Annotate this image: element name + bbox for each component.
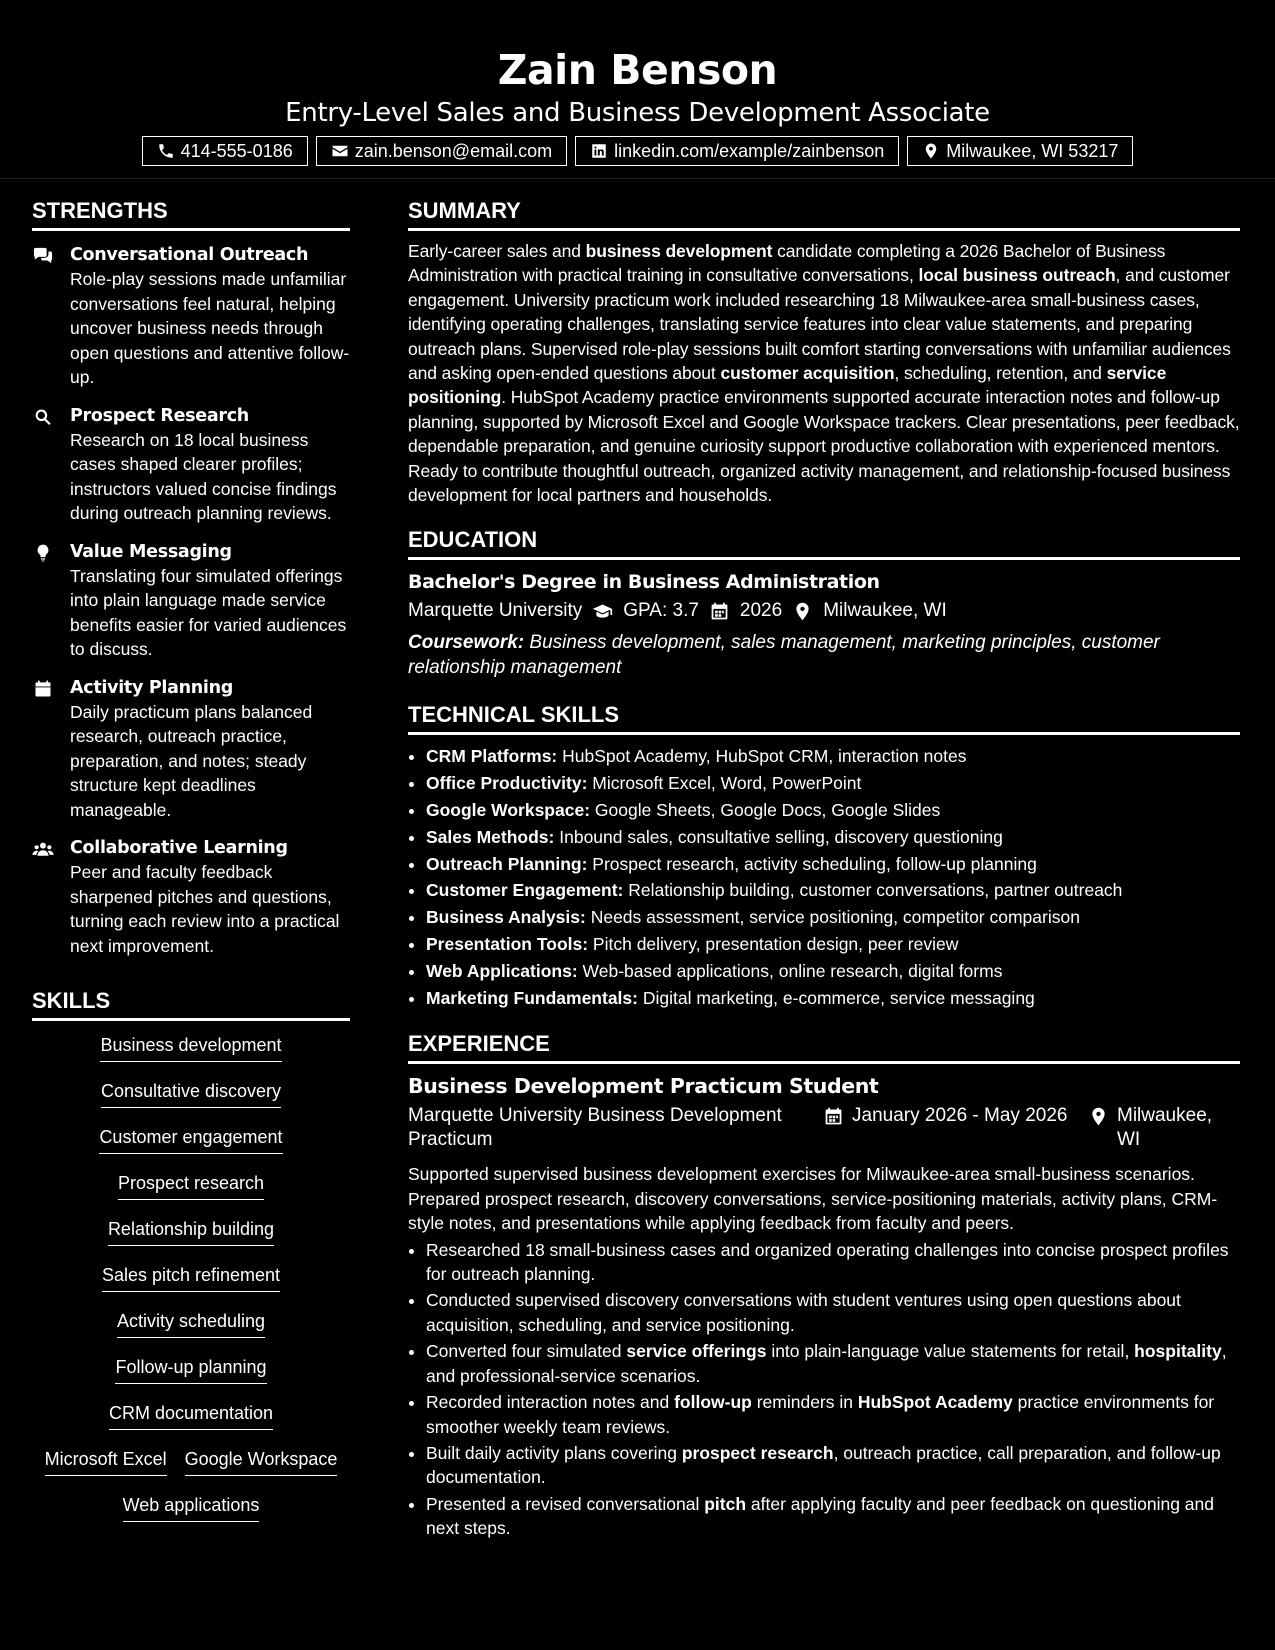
strength-desc: Daily practicum plans balanced research, outreach practice, preparation, and notes; steady structure kept deadlines manageable. (70, 701, 313, 820)
strength-item (32, 243, 350, 390)
skill-category: Google Workspace: (426, 800, 591, 821)
linkedin-text: linkedin.com/example/zainbenson (614, 140, 885, 161)
job-organization: Marquette University Business Development Practicum (408, 1105, 782, 1151)
skill-category: Business Analysis: (426, 907, 586, 928)
skill-values: Relationship building, customer conversations, partner outreach (623, 880, 1123, 901)
search-icon (32, 407, 54, 427)
users-icon (32, 839, 54, 859)
coursework (408, 631, 1240, 680)
bullet-text: , and professional-service scenarios. (426, 1341, 1227, 1386)
gpa: GPA: 3.7 (623, 600, 699, 622)
bullet-keyword: hospitality (1134, 1341, 1222, 1362)
contact-linkedin[interactable] (575, 136, 899, 166)
contact-phone[interactable] (142, 136, 308, 166)
skill-values: Microsoft Excel, Word, PowerPoint (587, 773, 862, 794)
linkedin-icon (590, 142, 608, 160)
map-pin-icon (792, 601, 813, 622)
coursework-list: Business development, sales management, marketing principles, customer relationship management (408, 632, 1160, 678)
job-location-text: Milwaukee, WI (1117, 1105, 1213, 1151)
skill-category: Marketing Fundamentals: (426, 987, 638, 1008)
bullet-text: Conducted supervised discovery conversations with student ventures using open questions about acquisition, scheduling, and service positioning. (426, 1290, 1181, 1335)
list-item (426, 1288, 1240, 1337)
education-section (408, 525, 1240, 680)
right-column (408, 196, 1240, 1543)
lightbulb-icon (32, 543, 54, 563)
degree-title: Bachelor's Degree in Business Administration (408, 571, 880, 594)
skill-tag: Customer engagement (99, 1125, 282, 1154)
bullet-text: Researched 18 small-business cases and organized operating challenges into concise prospect profiles for outreach planning. (426, 1239, 1229, 1285)
list-item (426, 824, 1240, 851)
list-item (426, 985, 1240, 1012)
summary-keyword: customer acquisition (720, 363, 895, 384)
strength-title: Collaborative Learning (70, 838, 288, 858)
calendar-icon (709, 601, 730, 622)
skill-tag: Prospect research (118, 1171, 264, 1200)
summary-keyword: business development (585, 241, 773, 261)
skill-tag: Web applications (123, 1493, 260, 1522)
bullet-text: after applying faculty and peer feedback on questioning and next steps. (426, 1493, 1215, 1539)
strength-desc: Peer and faculty feedback sharpened pitches and questions, turning each review into a practical next improvement. (70, 862, 340, 956)
email-text: zain.benson@email.com (354, 140, 553, 161)
list-item (426, 770, 1240, 797)
left-column (32, 196, 350, 1539)
technical-skills-heading: TECHNICAL SKILLS (408, 700, 1240, 735)
technical-skills-list (408, 743, 1240, 1011)
calendar-icon (823, 1106, 844, 1127)
education-heading: EDUCATION (408, 525, 1240, 560)
skill-tag: Follow-up planning (115, 1355, 266, 1384)
list-item (426, 904, 1240, 931)
job-dates (823, 1104, 1088, 1152)
school-location: Milwaukee, WI (823, 600, 947, 622)
skill-category: Office Productivity: (426, 773, 588, 794)
summary-heading: SUMMARY (408, 196, 1240, 231)
education-meta (408, 597, 1240, 625)
skill-values: Web-based applications, online research, digital forms (577, 960, 1003, 981)
bullet-text: Recorded interaction notes and (426, 1392, 675, 1413)
bullet-text: practice environments for smoother weekly team reviews. (426, 1392, 1215, 1437)
skill-values: Digital marketing, e-commerce, service messaging (637, 987, 1035, 1008)
summary-part: , and customer engagement. University practicum work included researching 18 Milwaukee-area small-business cases, identifying operating challenges, translating service features into clear value statements, and preparing outreach plans. Supervised role-play sessions built comfort starting conversations with unfamiliar audiences and asking open-ended questions about (408, 265, 1231, 384)
map-pin-icon (1088, 1106, 1109, 1127)
strength-item (32, 404, 350, 526)
skill-tags (32, 1033, 350, 1539)
phone-icon (157, 142, 175, 160)
strength-title: Conversational Outreach (70, 245, 309, 265)
job-title: Business Development Practicum Student (408, 1074, 879, 1099)
strength-item (32, 676, 350, 823)
skill-values: Inbound sales, consultative selling, discovery questioning (554, 826, 1003, 847)
summary-text (408, 239, 1240, 507)
experience-bullets (408, 1238, 1240, 1541)
strength-title: Activity Planning (70, 677, 233, 698)
list-item (426, 1238, 1240, 1287)
summary-keyword: local business outreach (918, 265, 1116, 286)
bullet-text: reminders in (751, 1392, 858, 1413)
bullet-keyword: service offerings (626, 1341, 767, 1362)
strength-desc: Research on 18 local business cases shaped clearer profiles; instructors valued concise findings during outreach planning reviews. (70, 429, 337, 523)
technical-skills-section (408, 700, 1240, 1011)
list-item (426, 1339, 1240, 1388)
summary-keyword: service positioning (408, 363, 1167, 408)
list-item (426, 743, 1240, 770)
chat-bubbles-icon (32, 246, 54, 266)
strength-desc: Translating four simulated offerings into plain language made service benefits easier for varied audiences to discuss. (70, 565, 347, 659)
strength-title: Prospect Research (70, 405, 249, 426)
school-name: Marquette University (408, 600, 583, 622)
job-summary: Supported supervised business development exercises for Milwaukee-area small-business scenarios. Prepared prospect research, discovery conversations, service-positioning materials, activity plans, CRM-style notes, and presentations while applying feedback from faculty and peers. (408, 1164, 1218, 1234)
strength-title: Value Messaging (70, 541, 232, 562)
skill-tag: Microsoft Excel (45, 1447, 167, 1476)
experience-section (408, 1029, 1240, 1540)
bullet-keyword: prospect research (681, 1442, 834, 1463)
bullet-text: , outreach practice, call preparation, and follow-up documentation. (426, 1442, 1221, 1488)
skill-category: CRM Platforms: (426, 746, 558, 767)
bullet-keyword: pitch (704, 1493, 747, 1514)
list-item (426, 851, 1240, 878)
skill-tag: Activity scheduling (117, 1309, 265, 1338)
summary-part: , scheduling, retention, and (894, 363, 1107, 384)
bullet-text: into plain-language value statements for retail, (766, 1341, 1135, 1362)
skills-section (32, 986, 350, 1539)
strengths-heading: STRENGTHS (32, 196, 350, 231)
envelope-icon (331, 142, 349, 160)
location-text: Milwaukee, WI 53217 (946, 140, 1119, 161)
bullet-text: Built daily activity plans covering (426, 1442, 682, 1463)
skill-tag: Google Workspace (185, 1447, 338, 1476)
resume-header (0, 0, 1275, 179)
bullet-text: Presented a revised conversational (426, 1493, 705, 1514)
contact-bar (0, 136, 1275, 166)
skill-category: Customer Engagement: (426, 880, 624, 901)
skills-heading: SKILLS (32, 986, 350, 1021)
skill-category: Presentation Tools: (426, 934, 589, 955)
contact-location (907, 136, 1133, 166)
phone-text: 414-555-0186 (180, 140, 293, 161)
bullet-keyword: HubSpot Academy (857, 1392, 1013, 1413)
skill-tag: Relationship building (108, 1217, 274, 1246)
list-item (426, 877, 1240, 904)
summary-part: Early-career sales and (408, 241, 586, 261)
list-item (426, 1441, 1240, 1490)
summary-part: candidate completing a 2026 Bachelor of Business Administration with practical training in consultative conversations, (408, 241, 1166, 286)
skill-category: Sales Methods: (426, 826, 555, 847)
experience-heading: EXPERIENCE (408, 1029, 1240, 1064)
graduation-cap-icon (592, 601, 613, 622)
job-dates-text: January 2026 - May 2026 (852, 1105, 1068, 1127)
skill-category: Web Applications: (426, 960, 578, 981)
list-item (426, 931, 1240, 958)
summary-section (408, 196, 1240, 507)
list-item (426, 1492, 1240, 1541)
job-location (1088, 1104, 1240, 1152)
job-meta (408, 1104, 1240, 1152)
skill-values: Needs assessment, service positioning, competitor comparison (585, 907, 1080, 928)
candidate-name: Zain Benson (497, 46, 778, 94)
list-item (426, 797, 1240, 824)
skill-tag: Sales pitch refinement (102, 1263, 280, 1292)
skill-values: HubSpot Academy, HubSpot CRM, interaction notes (557, 746, 967, 767)
skill-values: Google Sheets, Google Docs, Google Slides (590, 800, 941, 821)
skill-values: Prospect research, activity scheduling, follow-up planning (587, 853, 1037, 874)
candidate-title: Entry-Level Sales and Business Development Associate (285, 98, 990, 128)
graduation-year: 2026 (739, 600, 783, 622)
calendar-icon (32, 679, 54, 699)
map-pin-icon (922, 142, 940, 160)
skill-tag: Business development (100, 1033, 281, 1062)
strengths-section (32, 196, 350, 958)
coursework-label: Coursework: (408, 632, 525, 654)
list-item (426, 1390, 1240, 1439)
skill-values: Pitch delivery, presentation design, peer review (588, 934, 959, 955)
list-item (426, 958, 1240, 985)
skill-category: Outreach Planning: (426, 853, 588, 874)
bullet-keyword: follow-up (674, 1392, 752, 1413)
bullet-text: Converted four simulated (426, 1341, 627, 1362)
skill-tag: Consultative discovery (101, 1079, 281, 1108)
skill-tag: CRM documentation (109, 1401, 273, 1430)
strength-item (32, 540, 350, 662)
summary-part: . HubSpot Academy practice environments supported accurate interaction notes and follow-up planning, supported by Microsoft Excel and Google Workspace trackers. Clear presentations, peer feedback, dependable preparation, and genuine curiosity support productive collaboration with experienced mentors. Ready to contribute thoughtful outreach, organized activity management, and relationship-focused business development for local partners and households. (408, 387, 1240, 506)
strength-desc: Role-play sessions made unfamiliar conversations feel natural, helping uncover business needs through open questions and attentive follow-up. (70, 269, 350, 387)
contact-email[interactable] (316, 136, 567, 166)
strength-item (32, 836, 350, 958)
